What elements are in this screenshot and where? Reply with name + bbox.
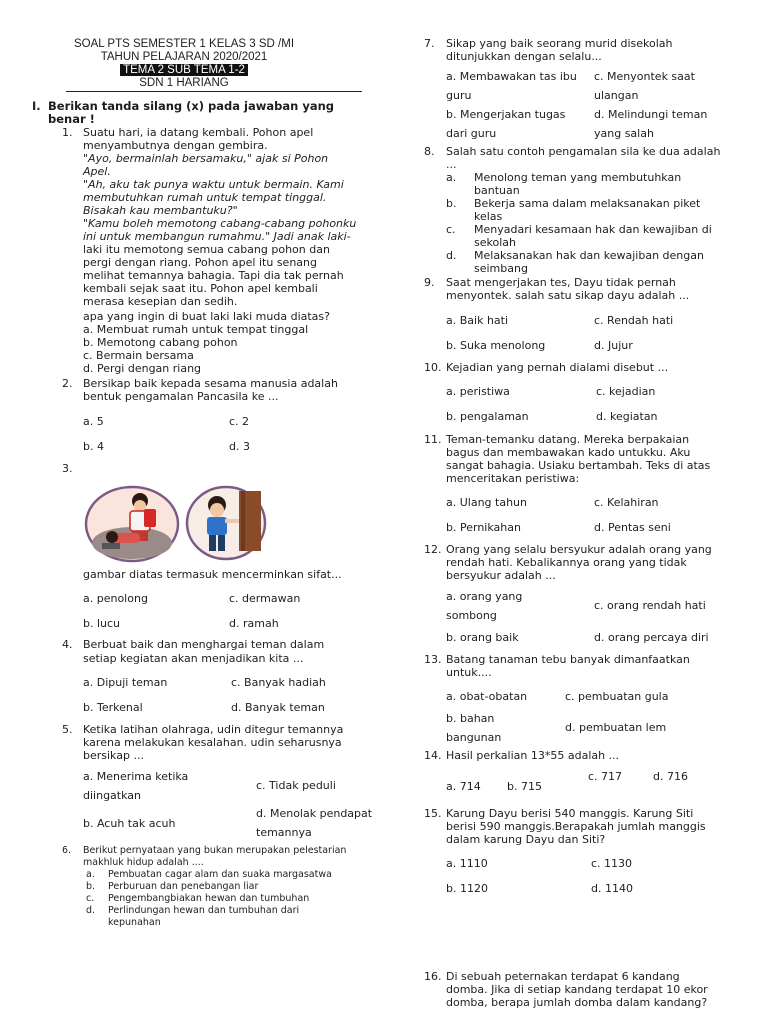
question-text: Sikap yang baik seorang murid disekolah bbox=[446, 37, 673, 50]
option-b[interactable]: b. Terkenal bbox=[83, 701, 143, 714]
option-b-cont: kelas bbox=[474, 210, 503, 223]
option-c[interactable]: c. kejadian bbox=[596, 385, 656, 398]
title-line-1: SOAL PTS SEMESTER 1 KELAS 3 SD /MI bbox=[73, 38, 295, 50]
option-a[interactable]: Pembuatan cagar alam dan suaka margasatwa bbox=[108, 869, 332, 880]
question-text: Batang tanaman tebu banyak dimanfaatkan bbox=[446, 653, 690, 666]
question-text: berisi 590 manggis.Berapakah jumlah manggis bbox=[446, 820, 706, 833]
question-number: 14. bbox=[424, 749, 442, 762]
question-text: Orang yang selalu bersyukur adalah orang yang bbox=[446, 543, 712, 556]
question-number: 1. bbox=[62, 126, 73, 139]
question-text: apa yang ingin di buat laki laki muda diatas? bbox=[83, 310, 330, 323]
illustration-child-at-door bbox=[185, 485, 267, 561]
option-d[interactable]: d. Pentas seni bbox=[594, 521, 671, 534]
option-d[interactable]: d. Menolak pendapat bbox=[256, 807, 373, 820]
question-text: Berbuat baik dan menghargai teman dalam bbox=[83, 638, 325, 651]
option-b[interactable]: b. Acuh tak acuh bbox=[83, 817, 176, 830]
question-text: untuk.... bbox=[446, 666, 492, 679]
question-number: 16. bbox=[424, 970, 442, 983]
option-d[interactable]: d. kegiatan bbox=[596, 410, 658, 423]
option-b-key: b. bbox=[446, 197, 457, 210]
section-number: I. bbox=[32, 99, 41, 113]
question-text: Kejadian yang pernah dialami disebut ... bbox=[446, 361, 669, 374]
option-b[interactable]: b. bahan bbox=[446, 712, 495, 725]
option-c[interactable]: c. Tidak peduli bbox=[256, 779, 336, 792]
option-b[interactable]: b. pengalaman bbox=[446, 410, 529, 423]
question-text: domba. Jika di setiap kandang terdapat 10 ekor bbox=[446, 983, 708, 996]
question-text: Di sebuah peternakan terdapat 6 kandang bbox=[446, 970, 680, 983]
question-number: 9. bbox=[424, 276, 435, 289]
option-d[interactable]: d. Melindungi teman bbox=[594, 108, 708, 121]
option-b[interactable]: Bekerja sama dalam melaksanakan piket bbox=[474, 197, 701, 210]
option-c-key: c. bbox=[446, 223, 456, 236]
option-a[interactable]: a. Baik hati bbox=[446, 314, 509, 327]
option-a[interactable]: a. Dipuji teman bbox=[83, 676, 168, 689]
question-number: 8. bbox=[424, 145, 435, 158]
question-number: 2. bbox=[62, 377, 73, 390]
option-d[interactable]: d. ramah bbox=[229, 617, 279, 630]
option-c[interactable]: c. orang rendah hati bbox=[594, 599, 706, 612]
option-b[interactable]: Perburuan dan penebangan liar bbox=[108, 881, 259, 892]
question-number: 4. bbox=[62, 638, 73, 651]
question-text: bagus dan membawakan kado untukku. Aku bbox=[446, 446, 691, 459]
question-text: ini untuk membangun rumahmu." Jadi anak laki- bbox=[83, 230, 351, 243]
option-a[interactable]: Menolong teman yang membutuhkan bbox=[474, 171, 682, 184]
option-d-cont: seimbang bbox=[474, 262, 528, 275]
question-text: "Kamu boleh memotong cabang-cabang pohonku bbox=[83, 217, 357, 230]
option-d-cont: temannya bbox=[256, 826, 312, 839]
option-d-key: d. bbox=[86, 905, 96, 916]
question-text: menyontek. salah satu sikap dayu adalah ... bbox=[446, 289, 690, 302]
question-text: "Ayo, bermainlah bersamaku," ajak si Pohon bbox=[83, 152, 329, 165]
question-text: setiap kegiatan akan menjadikan kita ... bbox=[83, 652, 304, 665]
option-b-key: b. bbox=[86, 881, 96, 892]
option-b[interactable]: b. 1120 bbox=[446, 882, 488, 895]
question-number: 7. bbox=[424, 37, 435, 50]
question-text: ditunjukkan dengan selalu... bbox=[446, 50, 602, 63]
question-text: dalam karung Dayu dan Siti? bbox=[446, 833, 606, 846]
question-number: 11. bbox=[424, 433, 442, 446]
title-line-4: SDN 1 HARIANG bbox=[139, 77, 229, 89]
option-c-cont: ulangan bbox=[594, 89, 639, 102]
option-a-cont: guru bbox=[446, 89, 472, 102]
option-b[interactable]: b. Pernikahan bbox=[446, 521, 521, 534]
question-text: Bisakah kau membantuku?" bbox=[83, 204, 238, 217]
header-divider bbox=[66, 91, 362, 92]
question-number: 10. bbox=[424, 361, 442, 374]
section-instruction-line-1: Berikan tanda silang (x) pada jawaban yang bbox=[48, 99, 334, 113]
question-text: menyambutnya dengan gembira. bbox=[83, 139, 268, 152]
question-text: ... bbox=[446, 158, 457, 171]
question-text: kembali sejak saat itu. Pohon apel kembali bbox=[83, 282, 318, 295]
question-text: Karung Dayu berisi 540 manggis. Karung Siti bbox=[446, 807, 694, 820]
option-c[interactable]: Pengembangbiakan hewan dan tumbuhan bbox=[108, 893, 310, 904]
option-d[interactable]: d. 3 bbox=[229, 440, 250, 453]
option-c[interactable]: c. Banyak hadiah bbox=[231, 676, 326, 689]
option-a-cont: bantuan bbox=[474, 184, 520, 197]
option-b[interactable]: b. lucu bbox=[83, 617, 121, 630]
option-c[interactable]: c. Rendah hati bbox=[594, 314, 674, 327]
option-b-cont: bangunan bbox=[446, 731, 502, 744]
option-d[interactable]: d. 1140 bbox=[591, 882, 633, 895]
option-b[interactable]: b. Memotong cabang pohon bbox=[83, 336, 238, 349]
question-text: laki itu memotong semua cabang pohon dan bbox=[83, 243, 330, 256]
question-text: membutuhkan rumah untuk tempat tinggal. bbox=[83, 191, 327, 204]
question-number: 6. bbox=[62, 845, 72, 856]
option-b[interactable]: b. Suka menolong bbox=[446, 339, 546, 352]
illustration-helping-friend bbox=[84, 485, 180, 563]
option-a[interactable]: a. 1110 bbox=[446, 857, 488, 870]
section-instruction-line-2: benar ! bbox=[48, 112, 95, 126]
option-d[interactable]: d. Pergi dengan riang bbox=[83, 362, 202, 375]
option-d-cont: kepunahan bbox=[108, 917, 161, 928]
title-line-2: TAHUN PELAJARAN 2020/2021 bbox=[100, 51, 268, 63]
option-c[interactable]: c. pembuatan gula bbox=[565, 690, 669, 703]
option-a-cont: sombong bbox=[446, 609, 497, 622]
option-d[interactable]: d. Banyak teman bbox=[231, 701, 325, 714]
question-text: bentuk pengamalan Pancasila ke ... bbox=[83, 390, 279, 403]
option-a[interactable]: a. peristiwa bbox=[446, 385, 510, 398]
question-text: karena melakukan kesalahan. udin seharusnya bbox=[83, 736, 342, 749]
option-b[interactable]: b. Mengerjakan tugas bbox=[446, 108, 566, 121]
question-number: 12. bbox=[424, 543, 442, 556]
question-text: Berikut pernyataan yang bukan merupakan pelestarian bbox=[83, 845, 347, 856]
option-c[interactable]: c. dermawan bbox=[229, 592, 301, 605]
option-d[interactable]: Melaksanakan hak dan kewajiban dengan bbox=[474, 249, 704, 262]
option-a-key: a. bbox=[86, 869, 95, 880]
question-text: rendah hati. Kebalikannya orang yang tidak bbox=[446, 556, 687, 569]
option-b-cont: dari guru bbox=[446, 127, 497, 140]
option-b[interactable]: b. 4 bbox=[83, 440, 104, 453]
question-text: merasa kesepian dan sedih. bbox=[83, 295, 238, 308]
question-text: bersyukur adalah ... bbox=[446, 569, 556, 582]
option-a[interactable]: a. obat-obatan bbox=[446, 690, 528, 703]
question-text: sangat bahagia. Usiaku bertambah. Teks di atas bbox=[446, 459, 711, 472]
option-c-cont: sekolah bbox=[474, 236, 516, 249]
option-a[interactable]: a. Menerima ketika bbox=[83, 770, 189, 783]
question-text: Apel. bbox=[83, 165, 111, 178]
option-c[interactable]: c. Menyontek saat bbox=[594, 70, 695, 83]
option-a-key: a. bbox=[446, 171, 457, 184]
option-d-cont: yang salah bbox=[594, 127, 654, 140]
option-d-key: d. bbox=[446, 249, 457, 262]
option-d[interactable]: d. Jujur bbox=[594, 339, 633, 352]
question-text: Saat mengerjakan tes, Dayu tidak pernah bbox=[446, 276, 676, 289]
option-a[interactable]: a. Membuat rumah untuk tempat tinggal bbox=[83, 323, 309, 336]
option-c[interactable]: c. 1130 bbox=[591, 857, 633, 870]
option-d[interactable]: d. 716 bbox=[653, 770, 688, 783]
question-text: Ketika latihan olahraga, udin ditegur temannya bbox=[83, 723, 344, 736]
title-line-3 bbox=[62, 64, 306, 77]
question-text: gambar diatas termasuk mencerminkan sifat... bbox=[83, 568, 342, 581]
question-text: Hasil perkalian 13*55 adalah ... bbox=[446, 749, 620, 762]
question-text: makhluk hidup adalah .... bbox=[83, 857, 204, 868]
question-number: 13. bbox=[424, 653, 442, 666]
option-b[interactable]: b. orang baik bbox=[446, 631, 519, 644]
question-text: pergi dengan riang. Pohon apel itu senang bbox=[83, 256, 317, 269]
option-c[interactable]: c. 717 bbox=[588, 770, 623, 783]
question-text: Suatu hari, ia datang kembali. Pohon apel bbox=[83, 126, 314, 139]
title-highlight: TEMA 2 SUB TEMA 1-2 bbox=[120, 64, 248, 76]
question-number: 3. bbox=[62, 462, 73, 475]
option-b[interactable]: b. 715 bbox=[507, 780, 542, 793]
question-number: 15. bbox=[424, 807, 442, 820]
option-d[interactable]: d. pembuatan lem bbox=[565, 721, 667, 734]
question-text: Teman-temanku datang. Mereka berpakaian bbox=[446, 433, 690, 446]
option-d[interactable]: d. orang percaya diri bbox=[594, 631, 709, 644]
question-text: menceritakan peristiwa: bbox=[446, 472, 580, 485]
option-a[interactable]: a. orang yang bbox=[446, 590, 523, 603]
option-c[interactable]: Menyadari kesamaan hak dan kewajiban di bbox=[474, 223, 712, 236]
option-c-key: c. bbox=[86, 893, 95, 904]
question-text: "Ah, aku tak punya waktu untuk bermain. Kami bbox=[83, 178, 344, 191]
option-a[interactable]: a. 5 bbox=[83, 415, 104, 428]
question-text: Bersikap baik kepada sesama manusia adalah bbox=[83, 377, 338, 390]
option-c[interactable]: c. Kelahiran bbox=[594, 496, 659, 509]
option-a[interactable]: a. Membawakan tas ibu bbox=[446, 70, 577, 83]
option-a-cont: diingatkan bbox=[83, 789, 141, 802]
option-d[interactable]: Perlindungan hewan dan tumbuhan dari bbox=[108, 905, 300, 916]
question-text: bersikap ... bbox=[83, 749, 144, 762]
question-number: 5. bbox=[62, 723, 73, 736]
option-a[interactable]: a. 714 bbox=[446, 780, 481, 793]
option-a[interactable]: a. penolong bbox=[83, 592, 148, 605]
question-text: domba, berapa jumlah domba dalam kandang? bbox=[446, 996, 708, 1009]
question-text: melihat temannya bahagia. Tapi dia tak pernah bbox=[83, 269, 344, 282]
option-c[interactable]: c. 2 bbox=[229, 415, 250, 428]
option-c[interactable]: c. Bermain bersama bbox=[83, 349, 194, 362]
option-a[interactable]: a. Ulang tahun bbox=[446, 496, 528, 509]
question-text: Salah satu contoh pengamalan sila ke dua adalah bbox=[446, 145, 721, 158]
